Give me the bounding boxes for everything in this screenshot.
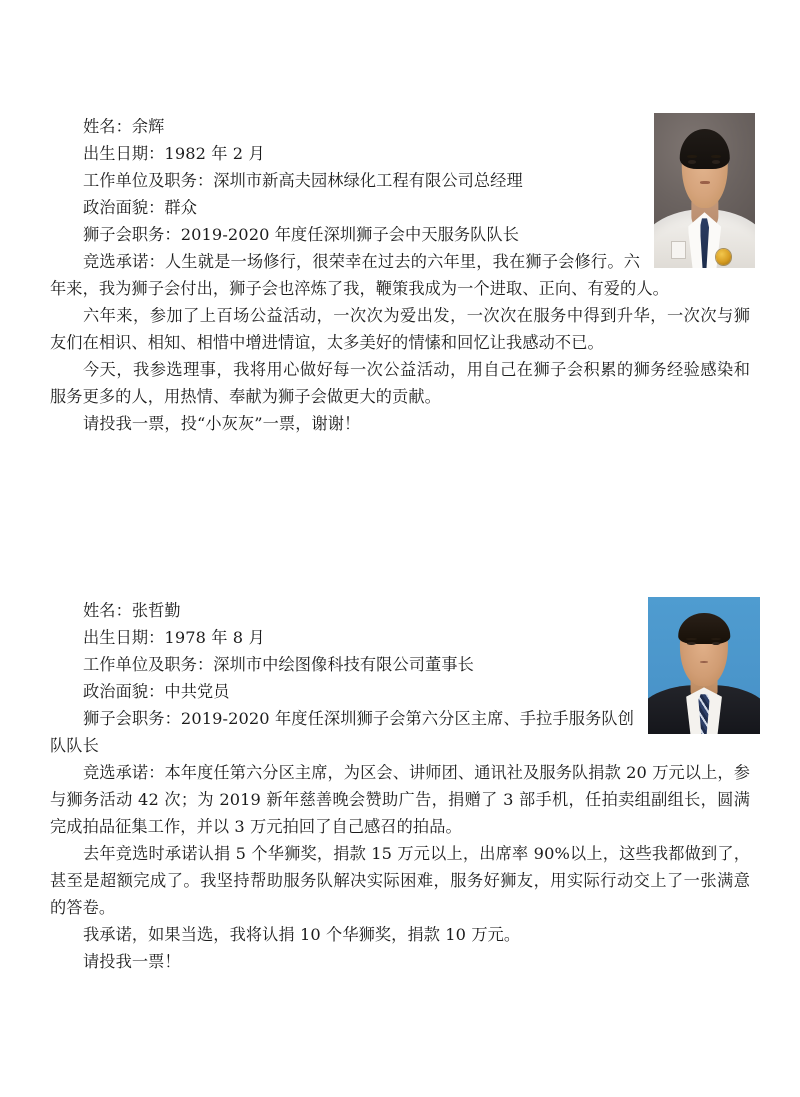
candidate-photo [654,113,755,268]
photo-eye-right [712,160,720,164]
candidate-paragraph: 六年来，参加了上百场公益活动，一次次为爱出发，一次次在服务中得到升华，一次次与狮友们在相识、相知、相惜中增进情谊，太多美好的情愫和回忆让我感动不已。 [50,306,750,352]
candidate-entry [50,597,750,975]
candidate-work-unit-line: 工作单位及职务：深圳市中绘图像科技有限公司董事长 [83,655,474,674]
photo-eyebrow-left [687,155,697,158]
candidate-paragraph: 我承诺，如果当选，我将认捐 10 个华狮奖，捐款 10 万元。 [83,925,521,944]
candidate-photo [648,597,760,734]
candidate-paragraph: 今天，我参选理事，我将用心做好每一次公益活动，用自己在狮子会积累的狮务经验感染和服务更多的人，用热情、奉献为狮子会做更大的贡献。 [50,360,750,406]
candidate-promise-paragraph: 竞选承诺：本年度任第六分区主席，为区会、讲师团、通讯社及服务队捐款 20 万元以上，参与狮务活动 42 次；为 2019 新年慈善晚会赞助广告，捐赠了 3 部手机，任拍卖组副组长，圆满完成拍品征集工作，并以 3 万元拍回了自己感召的拍品。 [50,763,750,836]
candidate-name-line: 姓名：余辉 [83,117,165,136]
lions-club-badge-icon [716,249,731,265]
photo-eyebrow-right [711,155,721,158]
candidate-lions-position-line: 狮子会职务：2019-2020 年度任深圳狮子会第六分区主席、手拉手服务队创队队长 [50,709,634,755]
candidate-text-column [50,113,750,437]
candidate-work-unit-line: 工作单位及职务：深圳市新高夫园林绿化工程有限公司总经理 [83,171,523,190]
candidate-promise-paragraph: 竞选承诺：人生就是一场修行，很荣幸在过去的六年里，我在狮子会修行。六年来，我为狮子会付出，狮子会也淬炼了我，鞭策我成为一个进取、正向、有爱的人。 [50,252,669,298]
candidate-birthdate-line: 出生日期：1978 年 8 月 [83,628,265,647]
photo-pocket-patch [671,241,686,259]
candidate-closing-line: 请投我一票！ [83,952,181,971]
candidate-text-column [50,597,750,975]
candidate-birthdate-line: 出生日期：1982 年 2 月 [83,144,265,163]
candidate-lions-position-line: 狮子会职务：2019-2020 年度任深圳狮子会中天服务队队长 [83,225,520,244]
candidate-political-status-line: 政治面貌：中共党员 [83,682,230,701]
candidate-closing-line: 请投我一票，投“小灰灰”一票，谢谢！ [83,414,361,433]
photo-mouth [700,181,709,183]
candidate-political-status-line: 政治面貌：群众 [83,198,198,217]
candidate-entry [50,113,750,437]
candidate-paragraph: 去年竞选时承诺认捐 5 个华狮奖，捐款 15 万元以上，出席率 90%以上，这些我都做到了，甚至是超额完成了。我坚持帮助服务队解决实际困难，服务好狮友，用实际行动交上了一张满意的答卷。 [50,844,750,917]
candidate-name-line: 姓名：张哲勤 [83,601,181,620]
